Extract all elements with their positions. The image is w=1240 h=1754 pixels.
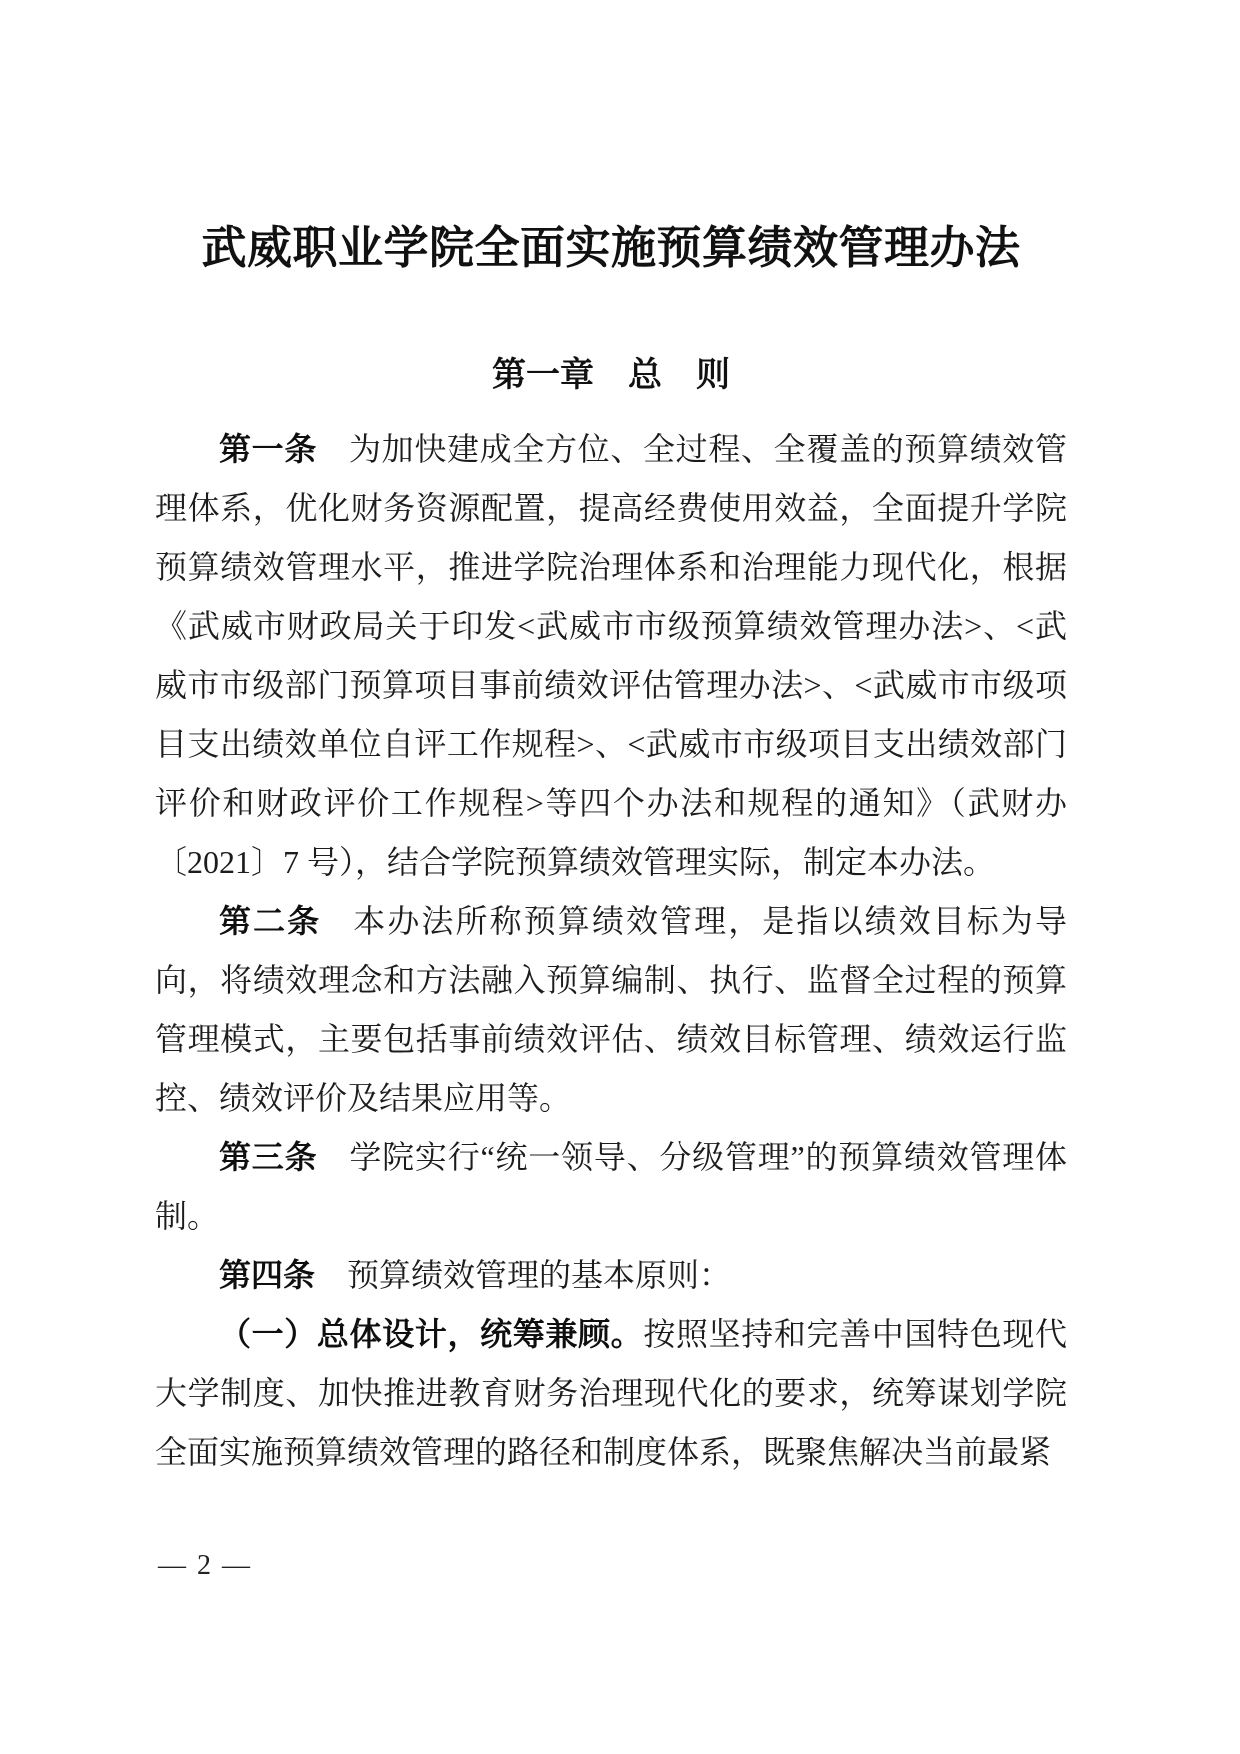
item-lead-1: （一）总体设计，统筹兼顾。 xyxy=(219,1316,644,1352)
article-paragraph-1 xyxy=(155,420,1067,892)
article-body xyxy=(155,420,1067,1482)
document-title: 武威职业学院全面实施预算绩效管理办法 xyxy=(201,223,1021,273)
clause-number-3: 第三条 xyxy=(219,1139,318,1175)
article-paragraph-2 xyxy=(155,892,1067,1128)
clause-text-4: 预算绩效管理的基本原则： xyxy=(347,1257,732,1293)
clause-number-4: 第四条 xyxy=(219,1257,316,1293)
article-paragraph-3 xyxy=(155,1128,1067,1246)
clause-number-2: 第二条 xyxy=(219,903,322,939)
clause-text-3: 学院实行“统一领导、分级管理”的预算绩效管理体制。 xyxy=(155,1139,1067,1234)
chapter-heading: 第一章 总 则 xyxy=(492,356,730,394)
clause-number-1: 第一条 xyxy=(219,431,317,467)
clause-text-2: 本办法所称预算绩效管理，是指以绩效目标为导向，将绩效理念和方法融入预算编制、执行、监督全过程的预算管理模式，主要包括事前绩效评估、绩效目标管理、绩效运行监控、绩效评价及结果应用等。 xyxy=(155,903,1067,1116)
document-content xyxy=(155,0,1067,1482)
clause-text-1: 为加快建成全方位、全过程、全覆盖的预算绩效管理体系，优化财务资源配置，提高经费使用效益，全面提升学院预算绩效管理水平，推进学院治理体系和治理能力现代化，根据《武威市财政局关于印发<武威市市级预算绩效管理办法>、<武威市市级部门预算项目事前绩效评估管理办法>、<武威市市级项目支出绩效单位自评工作规程>、<武威市市级项目支出绩效部门评价和财政评价工作规程>等四个办法和规程的通知》（武财办〔2021〕7 号），结合学院预算绩效管理实际，制定本办法。 xyxy=(155,431,1067,880)
article-paragraph-5 xyxy=(155,1305,1067,1482)
article-paragraph-4 xyxy=(155,1246,1067,1305)
page-number: — 2 — xyxy=(158,1550,252,1581)
item-text-1: 按照坚持和完善中国特色现代大学制度、加快推进教育财务治理现代化的要求，统筹谋划学院全面实施预算绩效管理的路径和制度体系，既聚焦解决当前最紧 xyxy=(155,1316,1067,1470)
